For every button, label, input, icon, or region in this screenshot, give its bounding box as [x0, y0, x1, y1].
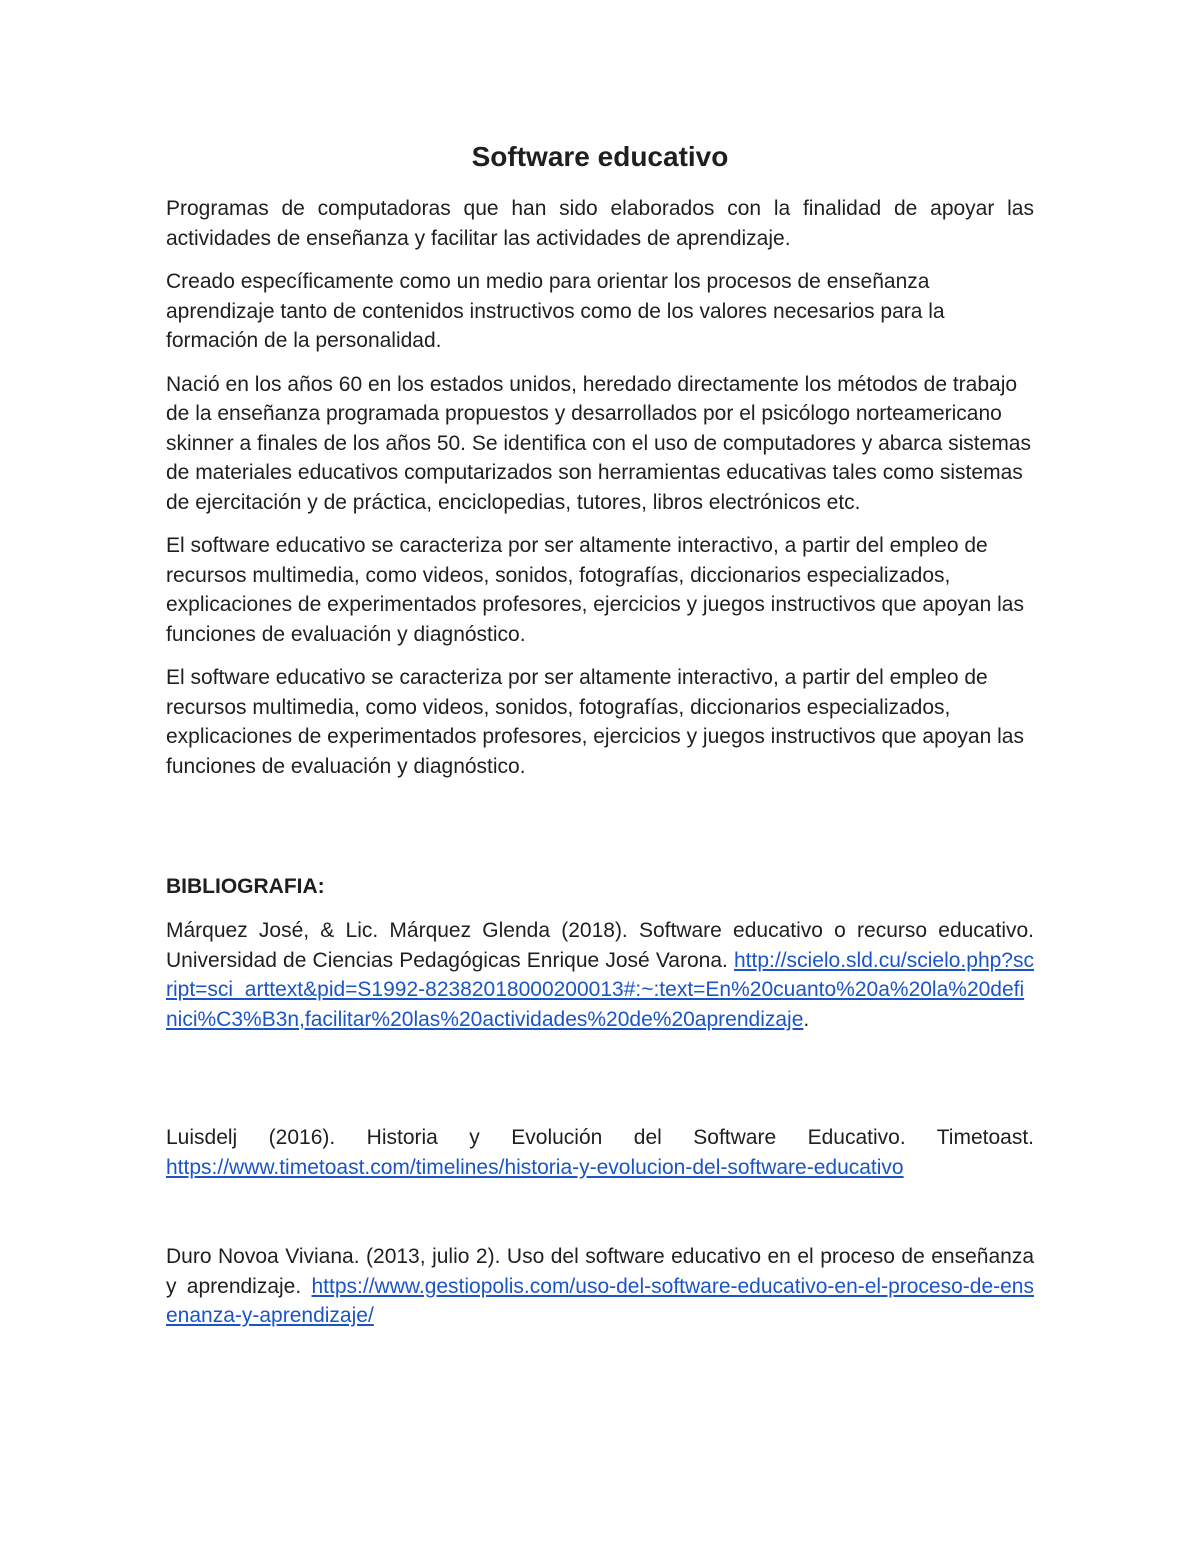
- reference-text: Márquez José, & Lic. Márquez Glenda (2018). Software educativo o recurso educativo. Universidad de Ciencias Pedagógicas Enrique José Varona.: [166, 919, 1034, 972]
- paragraph-definition: Programas de computadoras que han sido elaborados con la finalidad de apoyar las actividades de enseñanza y facilitar las actividades de aprendizaje.: [166, 197, 1034, 250]
- reference-text: Duro Novoa Viviana. (2013, julio 2). Uso del software educativo en el proceso de enseñanza y aprendizaje.: [166, 1245, 1034, 1298]
- document-title: Software educativo: [471, 141, 729, 172]
- reference-marquez: [166, 916, 1034, 1034]
- reference-link-scielo[interactable]: http://scielo.sld.cu/scielo.php?script=sci_arttext&pid=S1992-82382018000200013#:~:text=En%20cuanto%20a%20la%20definici%C3%B3n,facilitar%20las%20actividades%20de%20aprendizaje: [166, 948, 1034, 1031]
- reference-text: Luisdelj (2016). Historia y Evolución del Software Educativo. Timetoast.: [166, 1126, 1034, 1149]
- reference-duro-novoa: [166, 1242, 1034, 1331]
- bibliography-heading: BIBLIOGRAFIA:: [166, 875, 325, 898]
- reference-trailing-period: .: [803, 1007, 810, 1031]
- paragraph-characteristics: El software educativo se caracteriza por ser altamente interactivo, a partir del empleo de recursos multimedia, como videos, sonidos, fotografías, diccionarios especializados, explicaciones de experimentados profesores, ejercicios y juegos instructivos que apoyan las funciones de evaluación y diagnóstico.: [166, 534, 1024, 646]
- document-body: [166, 194, 1034, 795]
- reference-link-gestiopolis[interactable]: https://www.gestiopolis.com/uso-del-software-educativo-en-el-proceso-de-ensenanza-y-aprendizaje/: [166, 1274, 1034, 1327]
- reference-luisdelj: [166, 1123, 1034, 1182]
- paragraph-history: Nació en los años 60 en los estados unidos, heredado directamente los métodos de trabajo de la enseñanza programada propuestos y desarrollados por el psicólogo norteamericano skinner a finales de los años 50. Se identifica con el uso de computadores y abarca sistemas de materiales educativos computarizados son herramientas educativas tales como sistemas de ejercitación y de práctica, enciclopedias, tutores, libros electrónicos etc.: [166, 372, 1031, 514]
- paragraph-purpose: Creado específicamente como un medio para orientar los procesos de enseñanza aprendizaje tanto de contenidos instructivos como de los valores necesarios para la formación de la personalidad.: [166, 270, 945, 352]
- reference-link-timetoast[interactable]: https://www.timetoast.com/timelines/historia-y-evolucion-del-software-educativo: [166, 1155, 904, 1179]
- paragraph-characteristics-repeat: El software educativo se caracteriza por ser altamente interactivo, a partir del empleo de recursos multimedia, como videos, sonidos, fotografías, diccionarios especializados, explicaciones de experimentados profesores, ejercicios y juegos instructivos que apoyan las funciones de evaluación y diagnóstico.: [166, 666, 1024, 778]
